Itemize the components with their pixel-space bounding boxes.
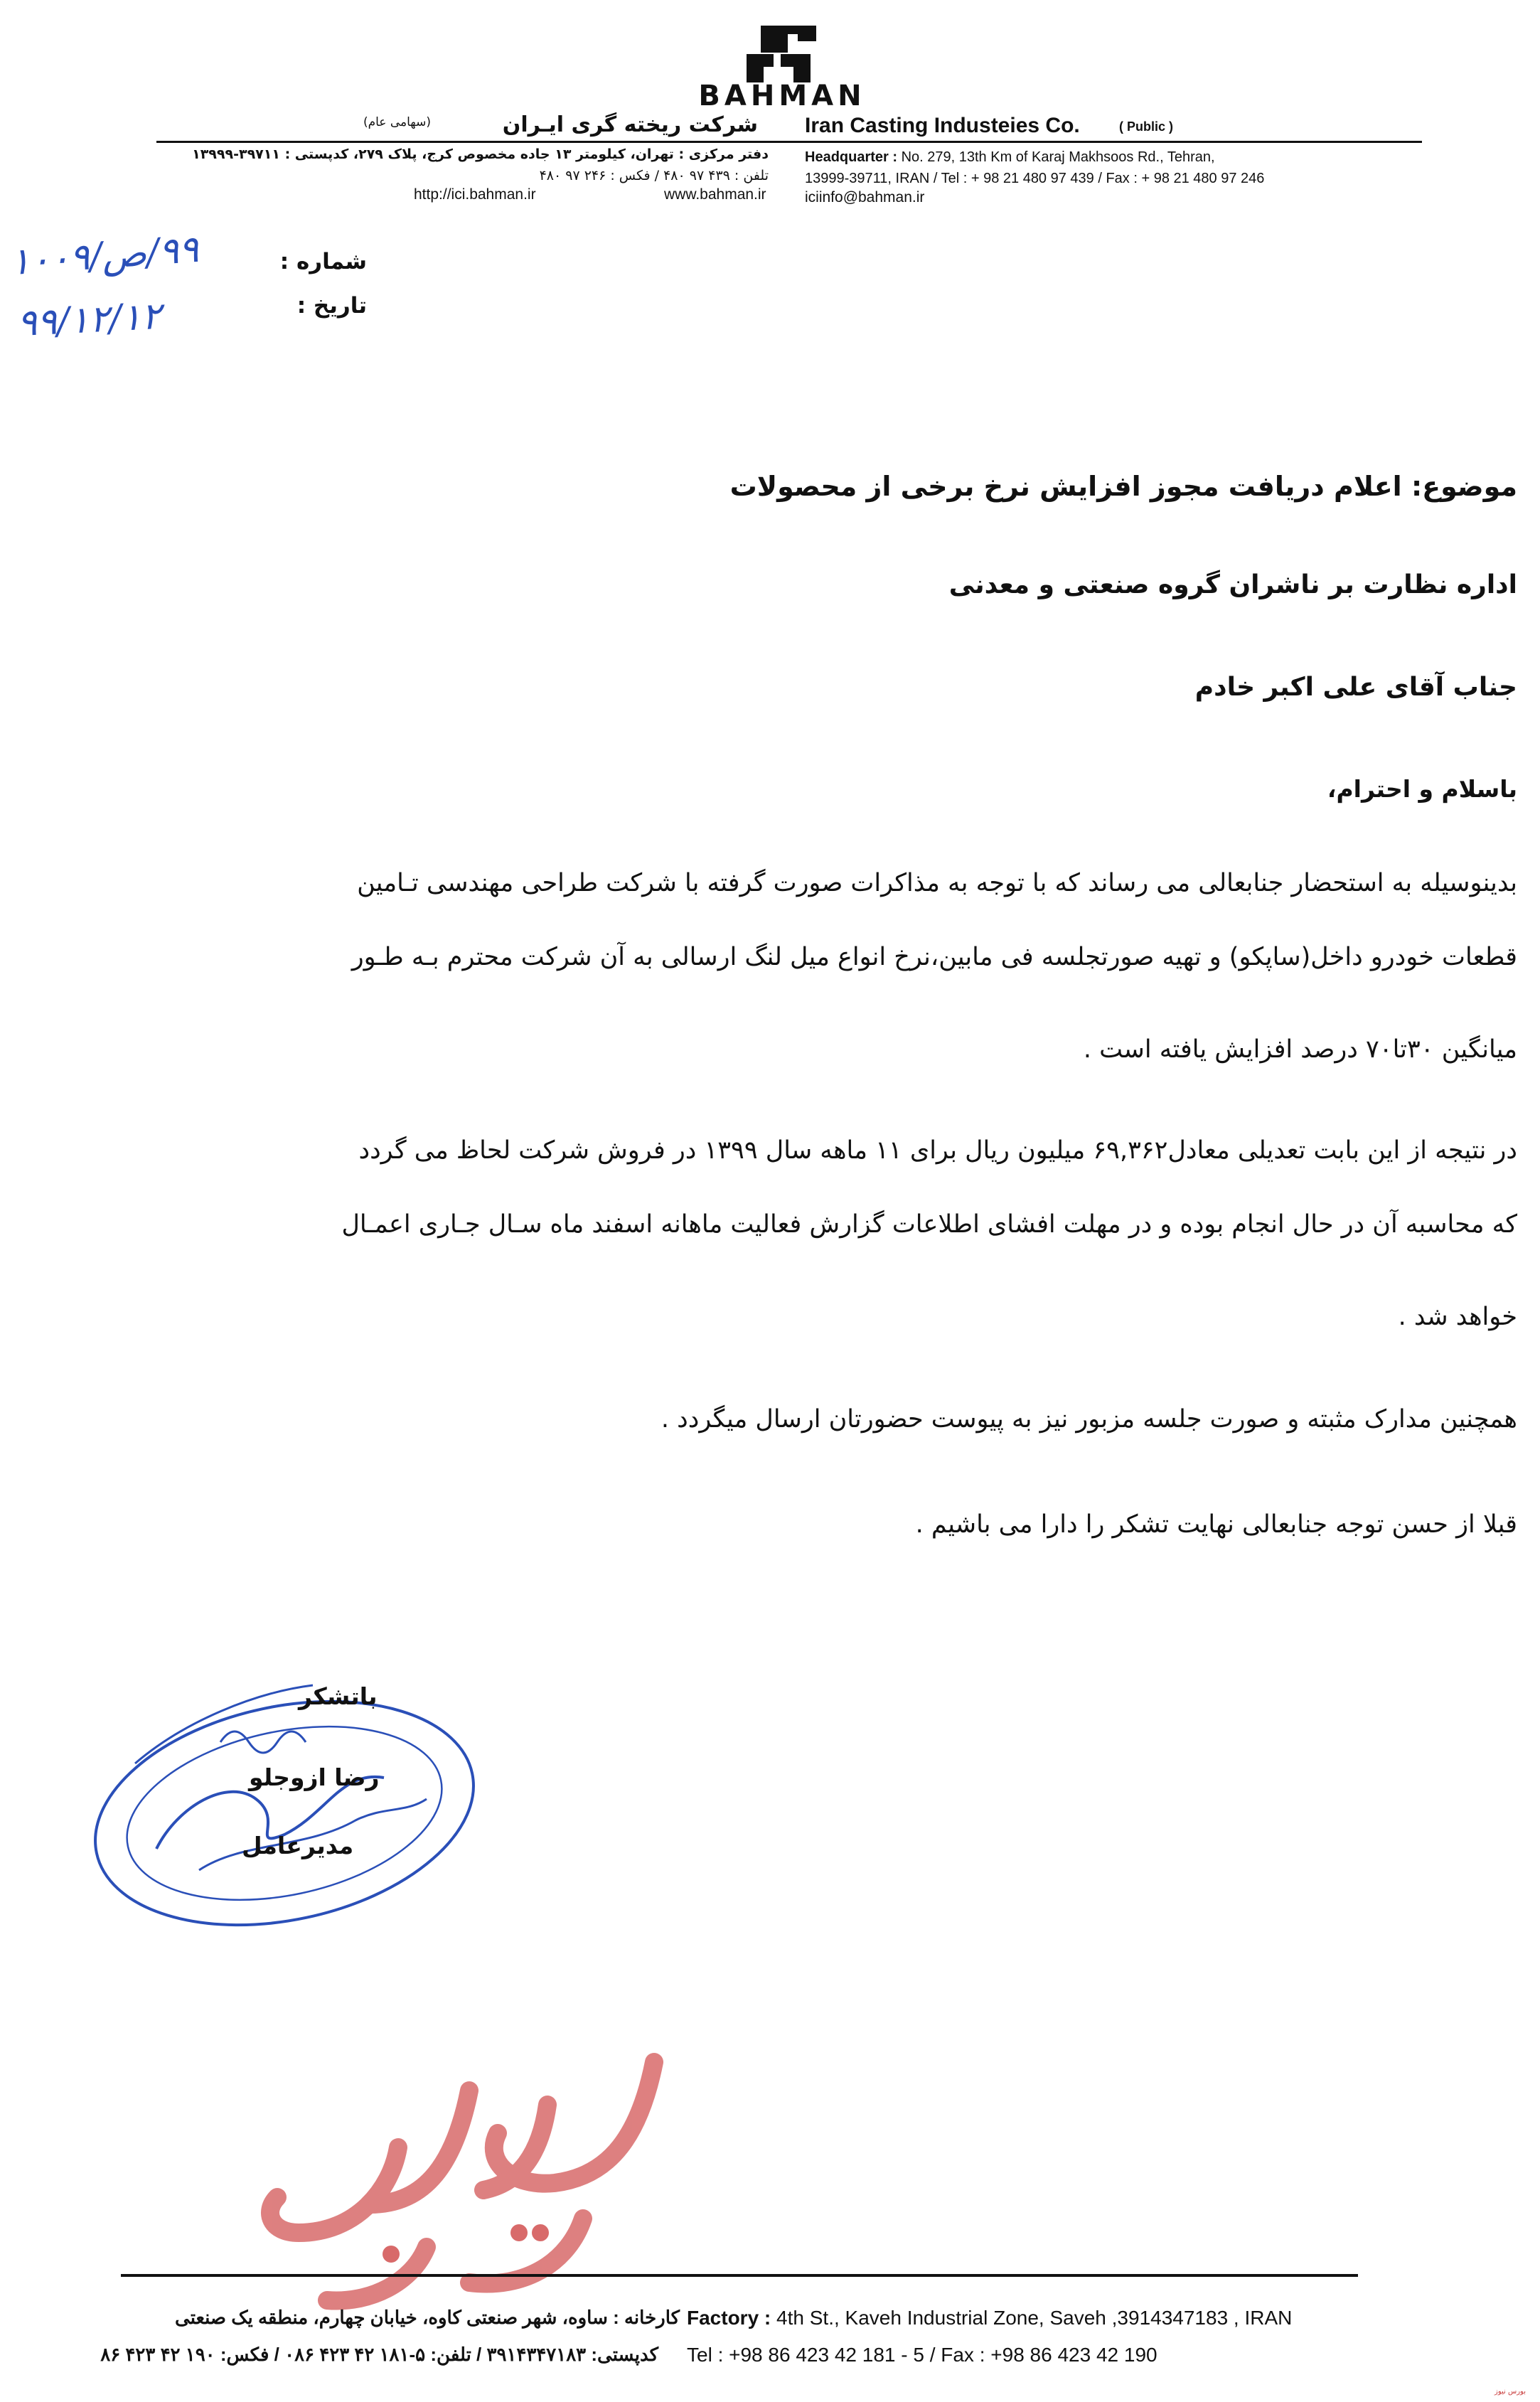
signature-closing: باتشکر — [299, 1682, 378, 1710]
address-en — [805, 146, 1264, 189]
factory-address-fa: کارخانه : ساوه، شهر صنعتی کاوه، خیابان چهارم، منطقه یک صنعتی — [175, 2307, 680, 2328]
factory-address-en-text: 4th St., Kaveh Industrial Zone, Saveh ,3914347183 , IRAN — [771, 2307, 1293, 2329]
company-name-fa: شرکت ریخته گری ایـران — [502, 112, 758, 137]
factory-contact-fa: کدپستی: ۳۹۱۴۳۴۷۱۸۳ / تلفن: ۵-۱۸۱ ۴۲ ۴۲۳ ۰۸۶ / فکس: ۱۹۰ ۴۲ ۴۲۳ ۸۶ — [100, 2344, 658, 2365]
letter-greeting: باسلام و احترام، — [1327, 775, 1517, 803]
brand-name: BAHMAN — [698, 80, 866, 112]
paragraph-4: قبلا از حسن توجه جنابعالی نهایت تشکر را دارا می باشیم . — [915, 1510, 1517, 1539]
source-credit: بورس نیوز — [1494, 2388, 1526, 2396]
address-en-line1: No. 279, 13th Km of Karaj Makhsoos Rd., Tehran, — [897, 149, 1215, 165]
watermark-logo-icon — [213, 2019, 711, 2318]
address-fa-line1: دفتر مرکزی : تهران، کیلومتر ۱۳ جاده مخصوص کرج، پلاک ۲۷۹، کدپستی : ۳۹۷۱۱-۱۳۹۹۹ — [192, 146, 769, 162]
paragraph-1-line-2: قطعات خودرو داخل(ساپکو) و تهیه صورتجلسه فی مابین،نرخ انواع میل لنگ ارسالی به آن شرکت محترم بـه طـور — [351, 943, 1517, 971]
paragraph-3: همچنین مدارک مثبته و صورت جلسه مزبور نیز به پیوست حضورتان ارسال میگردد . — [661, 1405, 1517, 1434]
factory-address-en — [687, 2307, 1292, 2329]
header-divider — [156, 141, 1422, 143]
paragraph-1-line-1: بدینوسیله به استحضار جنابعالی می رساند که با توجه به مذاکرات صورت گرفته با شرکت طراحی مهندسی تـامین — [357, 869, 1517, 897]
address-en-label: Headquarter : — [805, 149, 898, 165]
number-handwritten: ۹۹/ص/۱۰۰۹ — [9, 228, 200, 284]
address-fa-line2: تلفن : ۴۳۹ ۹۷ ۴۸۰ / فکس : ۲۴۶ ۹۷ ۴۸۰ — [539, 168, 769, 183]
factory-contact-en: Tel : +98 86 423 42 181 - 5 / Fax : +98 86 423 42 190 — [687, 2344, 1157, 2366]
website-link-1[interactable]: http://ici.bahman.ir — [414, 186, 536, 203]
company-type-fa: (سهامی عام) — [363, 115, 431, 129]
paragraph-2-line-2: که محاسبه آن در حال انجام بوده و در مهلت افشای اطلاعات گزارش فعالیت ماهانه اسفند ماه سـال جـاری اعمـال — [341, 1210, 1517, 1239]
paragraph-1-line-3: میانگین ۳۰تا۷۰ درصد افزایش یافته است . — [1083, 1035, 1517, 1064]
website-link-2[interactable]: www.bahman.ir — [664, 186, 766, 203]
signatory-title: مدیرعامل — [242, 1832, 354, 1859]
paragraph-2-line-1: در نتیجه از این بابت تعدیلی معادل۶۹,۳۶۲ میلیون ریال برای ۱۱ ماهه سال ۱۳۹۹ در فروش شرکت لحاظ می گردد — [358, 1136, 1517, 1165]
letter-recipient: جناب آقای علی اکبر خادم — [1194, 673, 1517, 702]
factory-label-en: Factory : — [687, 2307, 771, 2329]
signatory-name: رضا ازوجلو — [249, 1763, 380, 1791]
date-handwritten: ۹۹/۱۲/۱۲ — [16, 294, 163, 346]
footer-divider — [121, 2274, 1358, 2277]
company-type-en: ( Public ) — [1119, 119, 1173, 134]
number-label: شماره : — [279, 249, 367, 274]
date-label: تاریخ : — [296, 293, 367, 319]
letter-subject: موضوع: اعلام دریافت مجوز افزایش نرخ برخی از محصولات — [729, 471, 1517, 502]
company-name-en: Iran Casting Industeies Co. — [805, 114, 1080, 137]
address-en-line2: 13999-39711, IRAN / Tel : + 98 21 480 97 439 / Fax : + 98 21 480 97 246 — [805, 171, 1265, 186]
paragraph-2-line-3: خواهد شد . — [1398, 1303, 1517, 1331]
email-link[interactable]: iciinfo@bahman.ir — [805, 189, 925, 205]
letter-department: اداره نظارت بر ناشران گروه صنعتی و معدنی — [948, 570, 1517, 599]
